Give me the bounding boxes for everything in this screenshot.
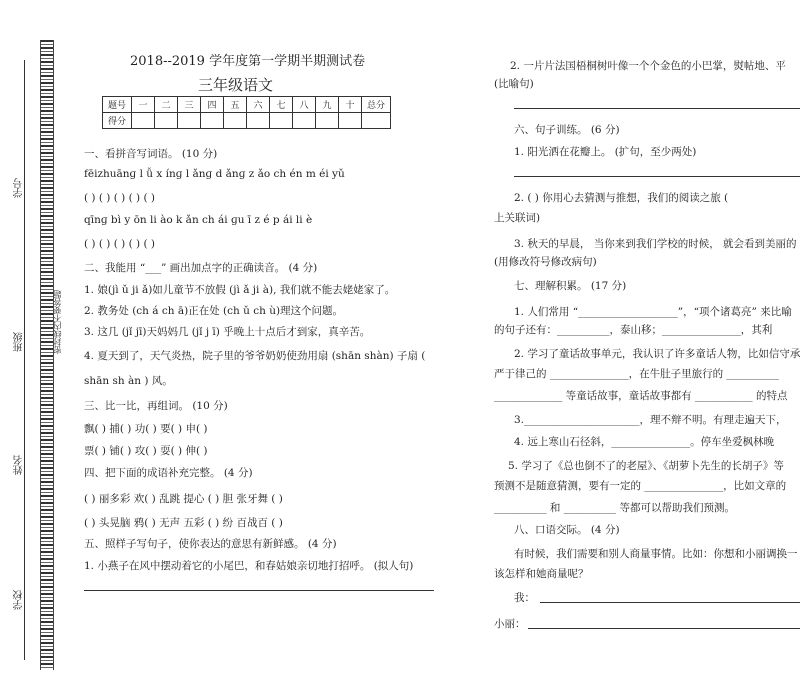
score-input-cell[interactable] (316, 113, 339, 129)
q5-heading: 五、照样子写句子，使你表达的意思有新鲜感。 (4 分) (84, 538, 337, 550)
score-cell: 三 (178, 97, 201, 113)
answer-line[interactable] (514, 176, 800, 177)
dialogue-xiaoli-line[interactable] (528, 628, 800, 629)
score-input-cell[interactable] (201, 113, 224, 129)
answer-line[interactable] (514, 108, 800, 109)
score-row-label: 得分 (103, 113, 132, 129)
score-cell: 八 (293, 97, 316, 113)
q3-row[interactable]: 票( ) 铺( ) 攻( ) 耍( ) 伸( ) (84, 445, 208, 457)
score-cell: 总分 (362, 97, 391, 113)
score-cell: 二 (155, 97, 178, 113)
score-cell: 十 (339, 97, 362, 113)
binding-chain (40, 40, 54, 670)
q6-item-hint: (用修改符号修改病句) (494, 256, 597, 268)
score-input-cell[interactable] (178, 113, 201, 129)
score-table-score-row (103, 113, 391, 129)
score-input-cell[interactable] (224, 113, 247, 129)
dialogue-me-line[interactable] (540, 602, 800, 603)
score-cell: 一 (132, 97, 155, 113)
score-cell: 九 (316, 97, 339, 113)
q2-item: 3. 这几 (jǐ jī)天妈妈几 (jǐ j ī) 乎晚上十点后才到家，真辛苦。 (84, 326, 371, 338)
score-input-cell[interactable] (132, 113, 155, 129)
q4-heading: 四、把下面的成语补充完整。 (4 分) (84, 467, 253, 479)
q7-item-continued: 预测不是随意猜测，要有一定的 _______________，比如文章的 (494, 480, 787, 492)
cut-line-notice: 密封线内不要答题 (53, 290, 62, 354)
dialogue-me-label: 我： (514, 592, 535, 604)
score-input-cell[interactable] (339, 113, 362, 129)
q2-item: 1. 娘(jì ǔ ji ǎ)如儿童节不放假 (jì ǎ ji à), 我们就不能去姥姥家了。 (84, 284, 396, 296)
q6-item-hint: 上关联词) (494, 212, 541, 224)
answer-line[interactable] (84, 590, 434, 591)
q1-pinyin-row: fēizhuānɡ l ǚ x ínɡ l ǎnɡ d ǎnɡ z ǎo ch én m éi yǔ (84, 168, 345, 180)
q7-item-continued: 严于律己的 _______________，在牛肚子里旅行的 __________ (494, 368, 779, 380)
score-cell: 七 (270, 97, 293, 113)
q3-heading: 三、比一比，再组词。 (10 分) (84, 400, 228, 412)
score-table (102, 96, 391, 129)
margin-class-label: 班级 (14, 332, 25, 352)
q1-answer-row[interactable]: ( ) ( ) ( ) ( ) ( ) (84, 192, 156, 204)
q6-item: 2. ( ) 你用心去猜测与推想，我们的阅读之旅 ( (514, 192, 729, 204)
q2-item-continued: shān sh àn ) 风。 (84, 375, 173, 387)
q6-item: 3. 秋天的早晨， 当你来到我们学校的时候， 就会看到美丽的 (514, 238, 797, 250)
q4-row[interactable]: ( ) 丽多彩 欢( ) 乱跳 提心 ( ) 胆 张牙舞 ( ) (84, 493, 283, 505)
exam-subtitle: 三年级语文 (198, 76, 274, 94)
score-input-cell[interactable] (362, 113, 391, 129)
q5-item-2-hint: (比喻句) (494, 78, 534, 90)
q2-item: 2. 教务处 (ch á ch ā)正在处 (ch ǔ ch ù)理这个问题。 (84, 305, 344, 317)
q6-item: 1. 阳光洒在花瓣上。 (扩句，至少两处) (514, 146, 697, 158)
q1-pinyin-row: qīnɡ bì y ōn li ào k ǎn ch ái ɡu ī z é p ái li è (84, 214, 313, 226)
q7-item-continued: __________ 和 __________ 等都可以帮助我们预测。 (494, 502, 736, 514)
q1-heading: 一、看拼音写词语。 (10 分) (84, 148, 218, 160)
q3-row[interactable]: 飘( ) 捕( ) 功( ) 要( ) 申( ) (84, 423, 208, 435)
score-input-cell[interactable] (247, 113, 270, 129)
q1-answer-row[interactable]: ( ) ( ) ( ) ( ) ( ) (84, 238, 156, 250)
score-cell: 五 (224, 97, 247, 113)
q7-item: 2. 学习了童话故事单元，我认识了许多童话人物，比如信守承 (514, 348, 800, 360)
q5-item-2: 2. 一片片法国梧桐树叶像一个个金色的小巴掌，熨帖地、平 (510, 60, 786, 72)
score-cell: 六 (247, 97, 270, 113)
score-table-header-row (103, 97, 391, 113)
q4-row[interactable]: ( ) 头晃脑 鸦( ) 无声 五彩 ( ) 纷 百战百 ( ) (84, 517, 283, 529)
q7-item: 4. 远上寒山石径斜，_______________。停车坐爱枫林晚 (514, 436, 775, 448)
q8-heading: 八、口语交际。 (4 分) (514, 524, 620, 536)
q8-prompt: 有时候，我们需要和别人商量事情。比如：你想和小丽调换一 (514, 548, 798, 560)
score-cell: 四 (201, 97, 224, 113)
q7-item: 3.______________________，理不辩不明。有理走遍天下， (514, 414, 787, 426)
margin-name-label: 姓名 (14, 455, 25, 475)
q8-prompt-continued: 该怎样和她商量呢？ (494, 568, 589, 580)
q7-heading: 七、理解积累。 (17 分) (514, 280, 627, 292)
exam-title: 2018--2019 学年度第一学期半期测试卷 (130, 54, 366, 69)
q2-item: 4. 夏天到了，天气炎热，院子里的爷爷奶奶使劲用扇 (shān shàn) 子扇 ( (84, 350, 426, 362)
q2-heading: 二、我能用 “___” 画出加点字的正确读音。 (4 分) (84, 262, 318, 274)
score-cell: 题号 (103, 97, 132, 113)
q6-heading: 六、句子训练。 (6 分) (514, 124, 620, 136)
dialogue-xiaoli-label: 小丽： (494, 618, 526, 630)
q7-item-continued: _____________ 等童话故事，童话故事都有 ___________ 的特点 (494, 390, 788, 402)
q5-item: 1. 小燕子在风中摆动着它的小尾巴，和春姑娘亲切地打招呼。 (拟人句) (84, 560, 414, 572)
score-input-cell[interactable] (293, 113, 316, 129)
margin-school-label: 学校 (14, 590, 25, 610)
score-input-cell[interactable] (270, 113, 293, 129)
q7-item: 5. 学习了《总也倒不了的老屋》、《胡萝卜先生的长胡子》等 (508, 460, 784, 472)
margin-line (24, 60, 25, 660)
margin-student-id-label: 学号 (14, 178, 25, 198)
score-input-cell[interactable] (155, 113, 178, 129)
q7-item-continued: 的句子还有：__________，泰山移；_______________，其利 (494, 324, 773, 336)
q7-item: 1. 人们常用 “___________________”，“项个诸葛亮” 来比喻 (514, 306, 792, 318)
